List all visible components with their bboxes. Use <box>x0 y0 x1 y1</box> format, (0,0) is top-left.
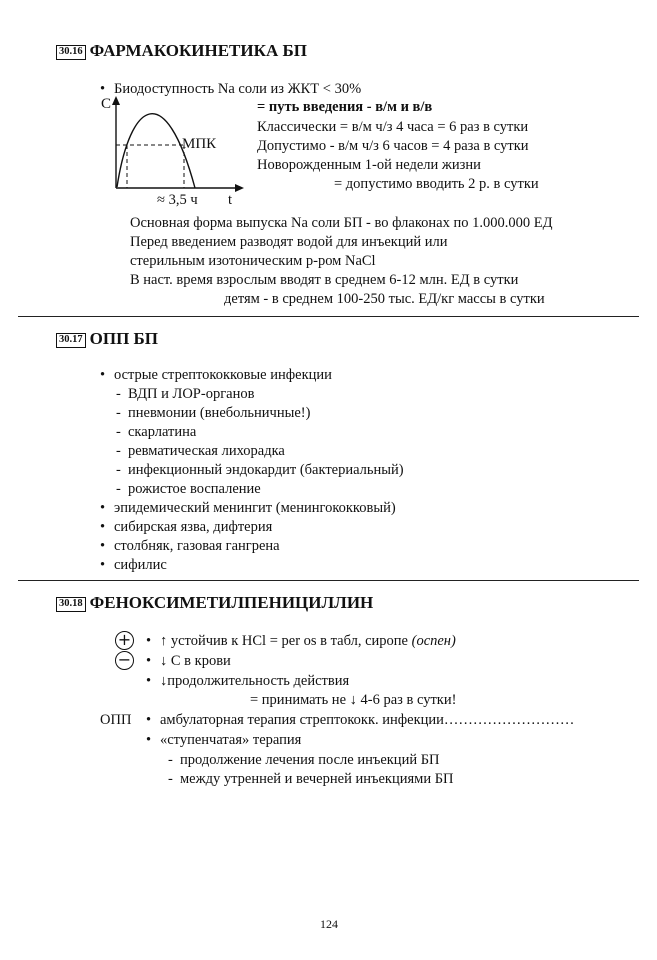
disadvantage-line: • ↓ С в крови <box>146 653 231 669</box>
classic-dosing-line: Классически = в/м ч/з 4 часа = 6 раз в сутки <box>257 119 529 135</box>
section-title: ФЕНОКСИМЕТИЛПЕНИЦИЛЛИН <box>89 593 374 612</box>
adult-dose-line: В наст. время взрослым вводят в среднем 6-12 млн. ЕД в сутки <box>130 272 519 288</box>
child-dose-line: детям - в среднем 100-250 тыс. ЕД/кг массы в сутки <box>224 291 545 307</box>
sub-list-item: - ВДП и ЛОР-органов <box>116 386 255 402</box>
section-heading-30-17 <box>56 330 158 348</box>
sub-list-item: - скарлатина <box>116 424 197 440</box>
page-number: 124 <box>320 917 338 931</box>
section-heading-30-18 <box>56 594 373 612</box>
graph-mpk-label: МПК <box>182 136 217 152</box>
opp-label: ОПП <box>100 712 132 728</box>
list-item: • сибирская язва, дифтерия <box>100 519 273 535</box>
list-item: • сифилис <box>100 557 167 573</box>
y-axis-arrow <box>112 96 120 105</box>
sub-list-item: - рожистое воспаление <box>116 481 261 497</box>
newborn-dosing-line: = допустимо вводить 2 р. в сутки <box>334 176 539 192</box>
sub-list-item: - между утренней и вечерней инъекциями БП <box>168 771 454 787</box>
plus-circle-icon: + <box>115 631 134 650</box>
section-number: 30.18 <box>56 597 86 612</box>
section-number: 30.17 <box>56 333 86 348</box>
sub-list-item: - инфекционный эндокардит (бактериальный) <box>116 462 404 478</box>
section-divider <box>18 316 639 317</box>
allowed-dosing-line: Допустимо - в/м ч/з 6 часов = 4 раза в сутки <box>257 138 529 154</box>
sub-list-item: - ревматическая лихорадка <box>116 443 285 459</box>
graph-time-label: ≈ 3,5 ч <box>157 192 198 208</box>
dosing-frequency-line: = принимать не ↓ 4-6 раз в сутки! <box>250 692 457 708</box>
section-number: 30.16 <box>56 45 86 60</box>
dilution-line-2: стерильным изотоническим р-ром NaCl <box>130 253 376 269</box>
sub-list-item: - продолжение лечения после инъекций БП <box>168 752 440 768</box>
release-form-line: Основная форма выпуска Na соли БП - во флаконах по 1.000.000 ЕД <box>130 215 553 231</box>
indication-line: • амбулаторная терапия стрептококк. инфекции……………………… <box>146 712 575 728</box>
minus-circle-icon: − <box>115 651 134 670</box>
section-divider <box>18 580 639 581</box>
graph-x-label: t <box>228 192 233 208</box>
list-item: • острые стрептококковые инфекции <box>100 367 332 383</box>
route-line: = путь введения - в/м и в/в <box>257 99 433 115</box>
sub-list-item: - пневмонии (внебольничные!) <box>116 405 311 421</box>
section-title: ОПП БП <box>89 329 159 348</box>
newborn-line: Новорожденным 1-ой недели жизни <box>257 157 481 173</box>
graph-y-label: C <box>101 96 112 112</box>
list-item: • эпидемический менингит (менингококковый) <box>100 500 396 516</box>
x-axis-arrow <box>235 184 244 192</box>
stepwise-therapy-line: • «ступенчатая» терапия <box>146 732 302 748</box>
list-item: • столбняк, газовая гангрена <box>100 538 280 554</box>
bioavailability-line: • Биодоступность Na соли из ЖКТ < 30% <box>100 81 362 97</box>
section-title: ФАРМАКОКИНЕТИКА БП <box>89 41 307 60</box>
dilution-line-1: Перед введением разводят водой для инъекций или <box>130 234 448 250</box>
advantage-line: • ↑ устойчив к HCl = per os в табл, сиропе (оспен) <box>146 633 456 649</box>
duration-line: • ↓продолжительность действия <box>146 673 350 689</box>
section-heading-30-16 <box>56 42 307 60</box>
